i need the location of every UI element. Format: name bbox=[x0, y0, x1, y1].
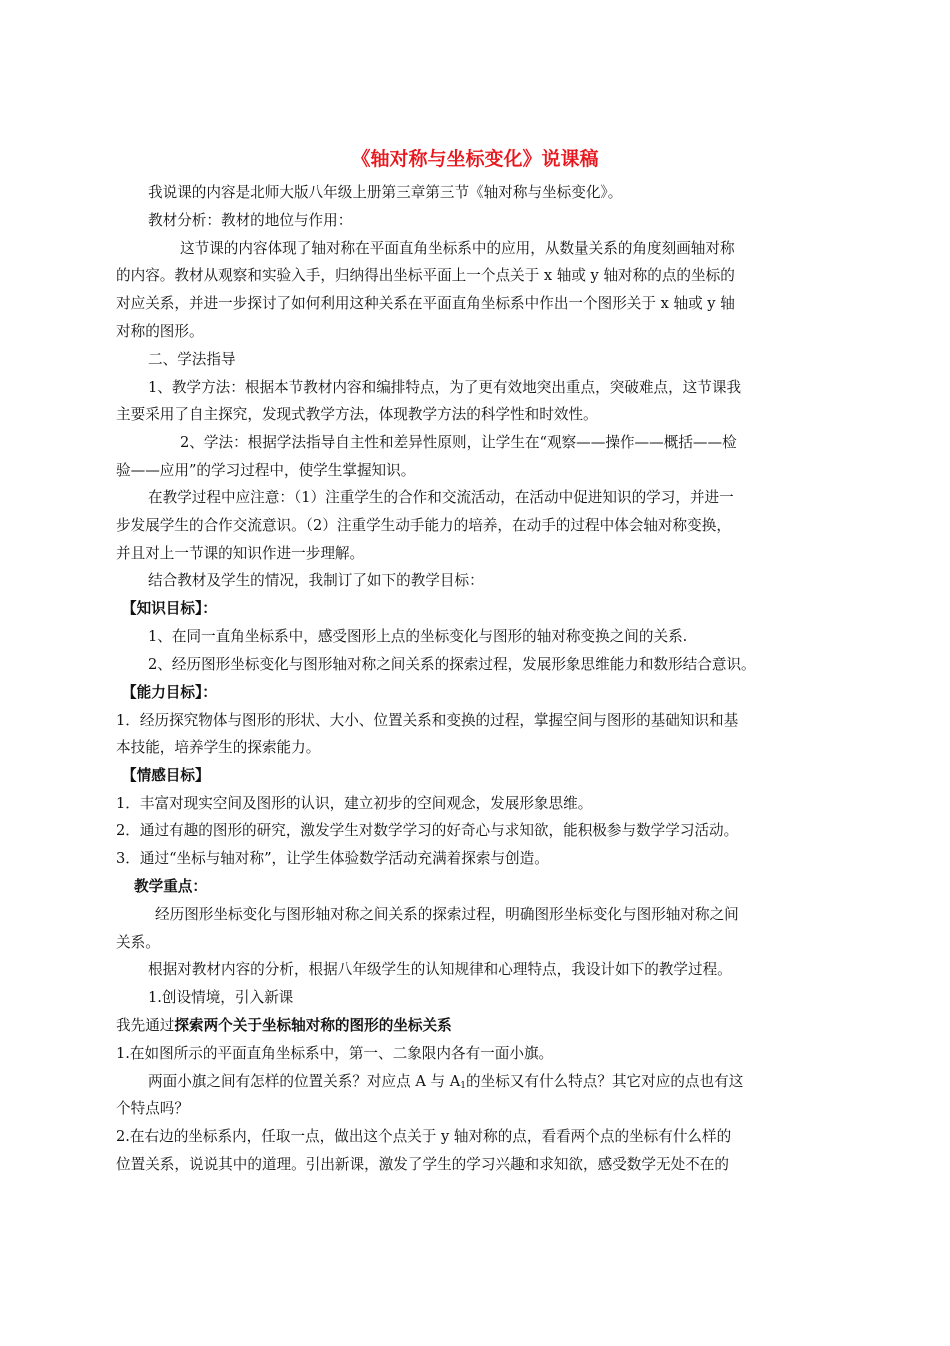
section-heading: 二、学法指导 bbox=[148, 351, 236, 368]
paragraph-line: 经历图形坐标变化与图形轴对称之间关系的探索过程，明确图形坐标变化与图形轴对称之间 bbox=[155, 906, 739, 923]
knowledge-goal-heading: 【知识目标】： bbox=[122, 600, 217, 617]
document-title: 《轴对称与坐标变化》说课稿 bbox=[351, 148, 599, 170]
paragraph-line: 并且对上一节课的知识作进一步理解。 bbox=[116, 545, 365, 562]
list-item: 1、在同一直角坐标系中，感受图形上点的坐标变化与图形的轴对称变换之间的关系. bbox=[148, 628, 688, 645]
paragraph-line: 本技能，培养学生的探索能力。 bbox=[116, 739, 321, 756]
paragraph-line: 个特点吗？ bbox=[116, 1100, 189, 1117]
list-item: 1．丰富对现实空间及图形的认识，建立初步的空间观念，发展形象思维。 bbox=[116, 795, 593, 812]
emotion-goal-heading: 【情感目标】 bbox=[122, 767, 210, 784]
teaching-focus-heading: 教学重点： bbox=[134, 878, 207, 895]
list-item: 2、经历图形坐标变化与图形轴对称之间关系的探索过程，发展形象思维能力和数形结合意识。 bbox=[148, 656, 756, 673]
paragraph-line: 结合教材及学生的情况，我制订了如下的教学目标： bbox=[148, 572, 484, 589]
paragraph-line: 步发展学生的合作交流意识。（2）注重学生动手能力的培养，在动手的过程中体会轴对称变换， bbox=[116, 517, 731, 534]
step-heading: 1.创设情境，引入新课 bbox=[148, 989, 294, 1006]
inline-text: 我先通过 bbox=[116, 1017, 175, 1034]
paragraph-line bbox=[148, 1072, 743, 1094]
list-item: 1.在如图所示的平面直角坐标系中，第一、二象限内各有一面小旗。 bbox=[116, 1045, 554, 1062]
paragraph-line: 的内容。教材从观察和实验入手，归纳得出坐标平面上一个点关于 x 轴或 y 轴对称的点的坐标的 bbox=[116, 267, 735, 284]
textbook-analysis-heading: 教材分析：教材的地位与作用： bbox=[148, 212, 353, 229]
paragraph-line: 根据对教材内容的分析，根据八年级学生的认知规律和心理特点，我设计如下的教学过程。 bbox=[148, 961, 732, 978]
paragraph-line bbox=[116, 1016, 452, 1038]
paragraph-line: 在教学过程中应注意：（1）注重学生的合作和交流活动，在活动中促进知识的学习，并进一 bbox=[148, 489, 734, 506]
paragraph-line: 这节课的内容体现了轴对称在平面直角坐标系中的应用，从数量关系的角度刻画轴对称 bbox=[180, 240, 735, 257]
paragraph-line: 关系。 bbox=[116, 934, 160, 951]
list-item: 2.在右边的坐标系内，任取一点，做出这个点关于 y 轴对称的点，看看两个点的坐标有什么样的 bbox=[116, 1128, 732, 1145]
paragraph-line: 主要采用了自主探究，发现式教学方法，体现教学方法的科学性和时效性。 bbox=[116, 406, 598, 423]
ability-goal-heading: 【能力目标】： bbox=[122, 684, 217, 701]
inline-text: 两面小旗之间有怎样的位置关系？对应点 A 与 A bbox=[148, 1073, 461, 1090]
paragraph-line: 对称的图形。 bbox=[116, 323, 204, 340]
subscript: 1 bbox=[460, 1081, 467, 1091]
inline-bold-text: 探索两个关于坐标轴对称的图形的坐标关系 bbox=[174, 1017, 452, 1034]
paragraph-line: 对应关系，并进一步探讨了如何利用这种关系在平面直角坐标系中作出一个图形关于 x 轴或 y 轴 bbox=[116, 295, 735, 312]
list-item: 2．通过有趣的图形的研究，激发学生对数学学习的好奇心与求知欲，能积极参与数学学习活动。 bbox=[116, 822, 739, 839]
list-item: 3．通过“坐标与轴对称”，让学生体验数学活动充满着探索与创造。 bbox=[116, 850, 549, 867]
list-item: 1．经历探究物体与图形的形状、大小、位置关系和变换的过程，掌握空间与图形的基础知识和基 bbox=[116, 712, 739, 729]
paragraph-line: 1、教学方法：根据本节教材内容和编排特点，为了更有效地突出重点，突破难点，这节课我 bbox=[148, 379, 742, 396]
paragraph-line: 位置关系，说说其中的道理。引出新课，激发了学生的学习兴趣和求知欲，感受数学无处不在的 bbox=[116, 1156, 729, 1173]
inline-text: 的坐标又有什么特点？其它对应的点也有这 bbox=[466, 1073, 744, 1090]
intro-paragraph: 我说课的内容是北师大版八年级上册第三章第三节《轴对称与坐标变化》。 bbox=[148, 184, 623, 201]
paragraph-line: 2、学法：根据学法指导自主性和差异性原则，让学生在“观察——操作——概括——检 bbox=[180, 434, 737, 451]
paragraph-line: 验——应用”的学习过程中，使学生掌握知识。 bbox=[116, 462, 416, 479]
